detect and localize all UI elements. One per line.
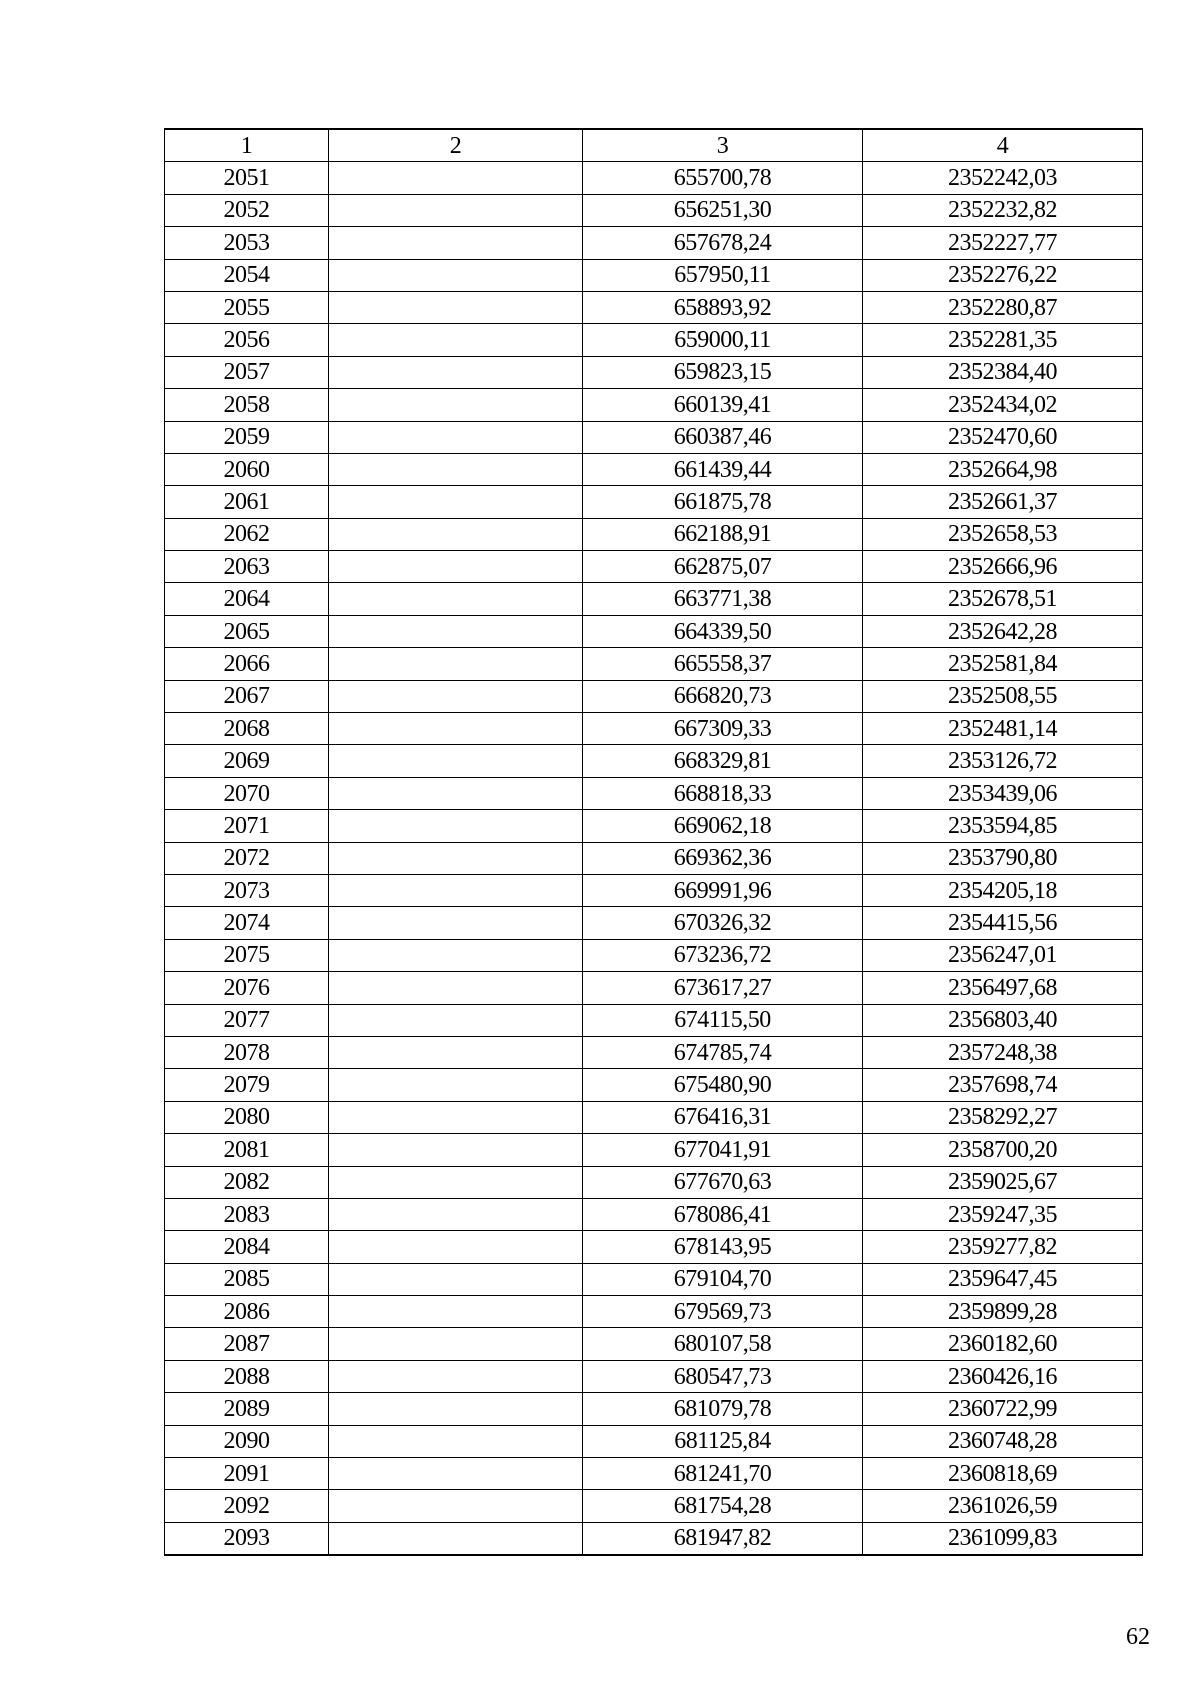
empty-cell [329,518,583,550]
empty-cell [329,1036,583,1068]
y-coordinate-cell: 2352658,53 [863,518,1143,550]
point-number-cell: 2070 [165,777,329,809]
x-coordinate-cell: 665558,37 [583,648,863,680]
y-coordinate-cell: 2357698,74 [863,1069,1143,1101]
y-coordinate-cell: 2352581,84 [863,648,1143,680]
empty-cell [329,1069,583,1101]
table-row [165,1004,1143,1036]
x-coordinate-cell: 681754,28 [583,1490,863,1522]
y-coordinate-cell: 2359647,45 [863,1263,1143,1295]
point-number-cell: 2090 [165,1425,329,1457]
empty-cell [329,1263,583,1295]
y-coordinate-cell: 2352678,51 [863,583,1143,615]
table-row [165,1458,1143,1490]
x-coordinate-cell: 680107,58 [583,1328,863,1360]
empty-cell [329,1231,583,1263]
table-row [165,1166,1143,1198]
table-row [165,907,1143,939]
x-coordinate-cell: 660139,41 [583,389,863,421]
y-coordinate-cell: 2359277,82 [863,1231,1143,1263]
y-coordinate-cell: 2352434,02 [863,389,1143,421]
y-coordinate-cell: 2352661,37 [863,486,1143,518]
empty-cell [329,162,583,194]
point-number-cell: 2092 [165,1490,329,1522]
point-number-cell: 2068 [165,713,329,745]
x-coordinate-cell: 674785,74 [583,1036,863,1068]
x-coordinate-cell: 666820,73 [583,680,863,712]
table-row [165,194,1143,226]
empty-cell [329,1522,583,1555]
empty-cell [329,680,583,712]
y-coordinate-cell: 2352642,28 [863,615,1143,647]
x-coordinate-cell: 662875,07 [583,551,863,583]
point-number-cell: 2073 [165,874,329,906]
y-coordinate-cell: 2356497,68 [863,972,1143,1004]
y-coordinate-cell: 2360748,28 [863,1425,1143,1457]
table-row [165,842,1143,874]
empty-cell [329,1328,583,1360]
empty-cell [329,1198,583,1230]
point-number-cell: 2064 [165,583,329,615]
header-col-1: 1 [165,129,329,162]
point-number-cell: 2085 [165,1263,329,1295]
table-row [165,713,1143,745]
y-coordinate-cell: 2357248,38 [863,1036,1143,1068]
x-coordinate-cell: 676416,31 [583,1101,863,1133]
table-row [165,1360,1143,1392]
table-row [165,1425,1143,1457]
table-row [165,356,1143,388]
x-coordinate-cell: 673617,27 [583,972,863,1004]
table-row [165,745,1143,777]
empty-cell [329,939,583,971]
x-coordinate-cell: 660387,46 [583,421,863,453]
y-coordinate-cell: 2354415,56 [863,907,1143,939]
x-coordinate-cell: 657950,11 [583,259,863,291]
point-number-cell: 2051 [165,162,329,194]
y-coordinate-cell: 2353439,06 [863,777,1143,809]
table-row [165,583,1143,615]
table-row [165,259,1143,291]
empty-cell [329,1166,583,1198]
point-number-cell: 2072 [165,842,329,874]
point-number-cell: 2058 [165,389,329,421]
point-number-cell: 2063 [165,551,329,583]
point-number-cell: 2066 [165,648,329,680]
x-coordinate-cell: 678143,95 [583,1231,863,1263]
point-number-cell: 2062 [165,518,329,550]
point-number-cell: 2057 [165,356,329,388]
point-number-cell: 2059 [165,421,329,453]
table-row [165,939,1143,971]
point-number-cell: 2086 [165,1296,329,1328]
table-row [165,1101,1143,1133]
x-coordinate-cell: 669062,18 [583,810,863,842]
empty-cell [329,583,583,615]
empty-cell [329,810,583,842]
empty-cell [329,453,583,485]
table-row [165,453,1143,485]
empty-cell [329,713,583,745]
y-coordinate-cell: 2352664,98 [863,453,1143,485]
empty-cell [329,421,583,453]
header-col-4: 4 [863,129,1143,162]
y-coordinate-cell: 2353790,80 [863,842,1143,874]
table-row [165,324,1143,356]
y-coordinate-cell: 2352242,03 [863,162,1143,194]
x-coordinate-cell: 681125,84 [583,1425,863,1457]
empty-cell [329,486,583,518]
point-number-cell: 2065 [165,615,329,647]
empty-cell [329,648,583,680]
x-coordinate-cell: 664339,50 [583,615,863,647]
empty-cell [329,324,583,356]
x-coordinate-cell: 663771,38 [583,583,863,615]
table-row [165,486,1143,518]
y-coordinate-cell: 2352384,40 [863,356,1143,388]
empty-cell [329,1360,583,1392]
x-coordinate-cell: 655700,78 [583,162,863,194]
x-coordinate-cell: 667309,33 [583,713,863,745]
y-coordinate-cell: 2360182,60 [863,1328,1143,1360]
y-coordinate-cell: 2352508,55 [863,680,1143,712]
x-coordinate-cell: 662188,91 [583,518,863,550]
empty-cell [329,1101,583,1133]
x-coordinate-cell: 675480,90 [583,1069,863,1101]
empty-cell [329,1458,583,1490]
y-coordinate-cell: 2353594,85 [863,810,1143,842]
point-number-cell: 2089 [165,1393,329,1425]
x-coordinate-cell: 673236,72 [583,939,863,971]
empty-cell [329,259,583,291]
x-coordinate-cell: 674115,50 [583,1004,863,1036]
empty-cell [329,227,583,259]
empty-cell [329,1296,583,1328]
table-row [165,777,1143,809]
point-number-cell: 2079 [165,1069,329,1101]
y-coordinate-cell: 2353126,72 [863,745,1143,777]
y-coordinate-cell: 2358700,20 [863,1134,1143,1166]
y-coordinate-cell: 2360818,69 [863,1458,1143,1490]
table-row [165,874,1143,906]
point-number-cell: 2091 [165,1458,329,1490]
table-row [165,518,1143,550]
empty-cell [329,1393,583,1425]
point-number-cell: 2061 [165,486,329,518]
y-coordinate-cell: 2359025,67 [863,1166,1143,1198]
point-number-cell: 2076 [165,972,329,1004]
x-coordinate-cell: 679104,70 [583,1263,863,1295]
table-header [165,129,1143,162]
table-row [165,1134,1143,1166]
x-coordinate-cell: 681241,70 [583,1458,863,1490]
table-row [165,680,1143,712]
point-number-cell: 2071 [165,810,329,842]
point-number-cell: 2082 [165,1166,329,1198]
point-number-cell: 2069 [165,745,329,777]
table-row [165,1490,1143,1522]
empty-cell [329,1490,583,1522]
table-row [165,291,1143,323]
y-coordinate-cell: 2352470,60 [863,421,1143,453]
y-coordinate-cell: 2352281,35 [863,324,1143,356]
point-number-cell: 2083 [165,1198,329,1230]
point-number-cell: 2088 [165,1360,329,1392]
point-number-cell: 2053 [165,227,329,259]
x-coordinate-cell: 680547,73 [583,1360,863,1392]
header-row [165,129,1143,162]
point-number-cell: 2093 [165,1522,329,1555]
x-coordinate-cell: 659823,15 [583,356,863,388]
empty-cell [329,356,583,388]
table-row [165,972,1143,1004]
x-coordinate-cell: 659000,11 [583,324,863,356]
x-coordinate-cell: 677041,91 [583,1134,863,1166]
point-number-cell: 2052 [165,194,329,226]
x-coordinate-cell: 658893,92 [583,291,863,323]
empty-cell [329,745,583,777]
x-coordinate-cell: 670326,32 [583,907,863,939]
y-coordinate-cell: 2356803,40 [863,1004,1143,1036]
x-coordinate-cell: 681947,82 [583,1522,863,1555]
x-coordinate-cell: 661439,44 [583,453,863,485]
header-col-3: 3 [583,129,863,162]
y-coordinate-cell: 2360722,99 [863,1393,1143,1425]
empty-cell [329,907,583,939]
y-coordinate-cell: 2352276,22 [863,259,1143,291]
empty-cell [329,874,583,906]
empty-cell [329,842,583,874]
page-number: 62 [1126,1624,1150,1650]
empty-cell [329,777,583,809]
x-coordinate-cell: 677670,63 [583,1166,863,1198]
point-number-cell: 2078 [165,1036,329,1068]
y-coordinate-cell: 2361099,83 [863,1522,1143,1555]
table-row [165,1198,1143,1230]
x-coordinate-cell: 669991,96 [583,874,863,906]
x-coordinate-cell: 656251,30 [583,194,863,226]
table-row [165,1328,1143,1360]
table-row [165,1522,1143,1555]
y-coordinate-cell: 2352232,82 [863,194,1143,226]
point-number-cell: 2075 [165,939,329,971]
point-number-cell: 2077 [165,1004,329,1036]
table-row [165,1393,1143,1425]
point-number-cell: 2084 [165,1231,329,1263]
y-coordinate-cell: 2352666,96 [863,551,1143,583]
y-coordinate-cell: 2356247,01 [863,939,1143,971]
x-coordinate-cell: 668329,81 [583,745,863,777]
point-number-cell: 2054 [165,259,329,291]
table-body [165,162,1143,1555]
y-coordinate-cell: 2354205,18 [863,874,1143,906]
table-row [165,648,1143,680]
point-number-cell: 2087 [165,1328,329,1360]
y-coordinate-cell: 2359899,28 [863,1296,1143,1328]
empty-cell [329,1134,583,1166]
x-coordinate-cell: 668818,33 [583,777,863,809]
table-row [165,421,1143,453]
table-row [165,1036,1143,1068]
x-coordinate-cell: 657678,24 [583,227,863,259]
empty-cell [329,291,583,323]
point-number-cell: 2067 [165,680,329,712]
x-coordinate-cell: 669362,36 [583,842,863,874]
table-row [165,551,1143,583]
y-coordinate-cell: 2361026,59 [863,1490,1143,1522]
y-coordinate-cell: 2352280,87 [863,291,1143,323]
table-row [165,1296,1143,1328]
point-number-cell: 2056 [165,324,329,356]
y-coordinate-cell: 2352481,14 [863,713,1143,745]
table-row [165,810,1143,842]
point-number-cell: 2055 [165,291,329,323]
empty-cell [329,1004,583,1036]
coordinates-table [164,128,1143,1556]
point-number-cell: 2081 [165,1134,329,1166]
y-coordinate-cell: 2360426,16 [863,1360,1143,1392]
y-coordinate-cell: 2352227,77 [863,227,1143,259]
empty-cell [329,972,583,1004]
point-number-cell: 2080 [165,1101,329,1133]
table-row [165,227,1143,259]
x-coordinate-cell: 679569,73 [583,1296,863,1328]
table-row [165,1263,1143,1295]
table-row [165,1069,1143,1101]
y-coordinate-cell: 2358292,27 [863,1101,1143,1133]
empty-cell [329,615,583,647]
empty-cell [329,194,583,226]
x-coordinate-cell: 678086,41 [583,1198,863,1230]
point-number-cell: 2074 [165,907,329,939]
table-row [165,615,1143,647]
empty-cell [329,551,583,583]
table-row [165,1231,1143,1263]
header-col-2: 2 [329,129,583,162]
empty-cell [329,1425,583,1457]
x-coordinate-cell: 681079,78 [583,1393,863,1425]
y-coordinate-cell: 2359247,35 [863,1198,1143,1230]
table-row [165,389,1143,421]
empty-cell [329,389,583,421]
table-row [165,162,1143,194]
point-number-cell: 2060 [165,453,329,485]
x-coordinate-cell: 661875,78 [583,486,863,518]
